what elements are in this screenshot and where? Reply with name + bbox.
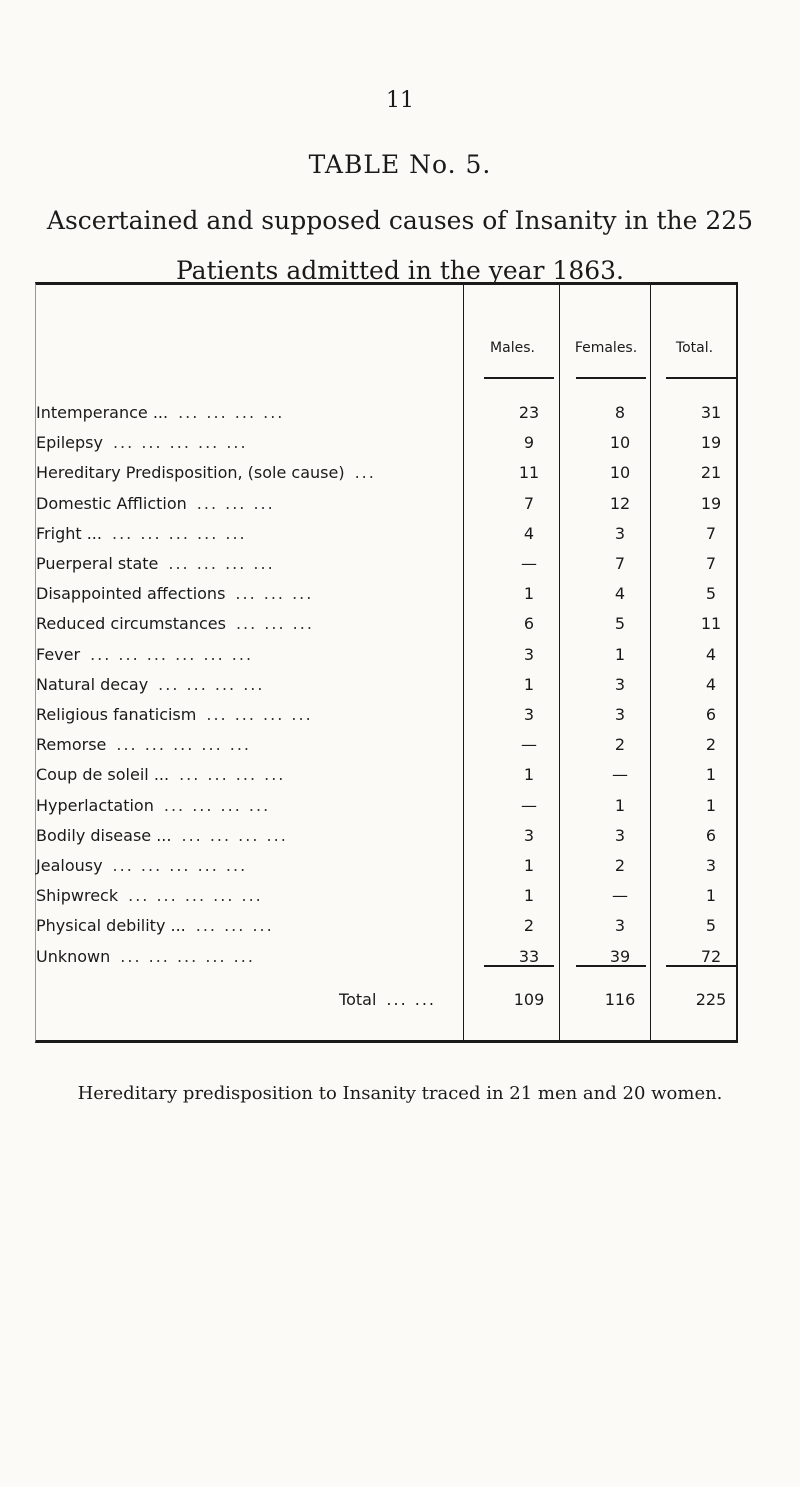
females-value: 3 bbox=[614, 674, 626, 694]
cause-label: Shipwreck ... ... ... ... ... bbox=[36, 886, 263, 906]
total-value: 4 bbox=[705, 644, 717, 664]
males-value: 1 bbox=[523, 886, 535, 906]
males-value: 3 bbox=[523, 644, 535, 664]
cause-label: Disappointed affections ... ... ... bbox=[36, 584, 314, 604]
total-value: 1 bbox=[705, 765, 717, 785]
females-value: 12 bbox=[609, 493, 631, 513]
cause-label: Intemperance ... ... ... ... ... bbox=[36, 403, 285, 422]
males-value: 1 bbox=[523, 856, 535, 875]
total-females: 116 bbox=[604, 990, 636, 1009]
females-value: — bbox=[612, 886, 628, 906]
cause-label: Reduced circumstances ... ... ... bbox=[36, 614, 314, 634]
females-value: 5 bbox=[614, 614, 626, 634]
page-number: 11 bbox=[386, 88, 414, 113]
females-value: 3 bbox=[614, 916, 626, 936]
total-value: 21 bbox=[700, 463, 722, 483]
header-males: Males. bbox=[490, 340, 535, 356]
total-value: 2 bbox=[705, 735, 717, 755]
females-value: 10 bbox=[609, 463, 631, 483]
females-value: 2 bbox=[614, 856, 626, 875]
females-value: 2 bbox=[614, 735, 626, 755]
cause-label: Fever ... ... ... ... ... ... bbox=[36, 644, 254, 664]
males-value: 3 bbox=[523, 825, 535, 845]
total-label: Total ... ... bbox=[339, 990, 436, 1009]
total-value: 6 bbox=[705, 825, 717, 845]
males-value: 7 bbox=[523, 493, 535, 513]
total-value: 11 bbox=[700, 614, 722, 634]
cause-label: Unknown ... ... ... ... ... bbox=[36, 946, 255, 966]
females-value: 1 bbox=[614, 644, 626, 664]
header-rule-males bbox=[484, 377, 554, 379]
females-value: 39 bbox=[609, 946, 631, 966]
cause-label: Physical debility ... ... ... ... bbox=[36, 916, 274, 936]
table-subtitle bbox=[0, 196, 800, 296]
cause-label: Jealousy ... ... ... ... ... bbox=[36, 856, 248, 875]
females-value: 3 bbox=[614, 523, 626, 543]
header-total: Total. bbox=[675, 340, 714, 356]
females-value: — bbox=[612, 765, 628, 785]
females-value: 7 bbox=[614, 554, 626, 573]
total-value: 3 bbox=[705, 856, 717, 875]
males-value: 2 bbox=[523, 916, 535, 936]
males-value: 4 bbox=[523, 523, 535, 543]
males-value: 3 bbox=[523, 705, 535, 724]
total-value: 5 bbox=[705, 584, 717, 604]
total-value: 19 bbox=[700, 493, 722, 513]
cause-label: Remorse ... ... ... ... ... bbox=[36, 735, 252, 755]
cause-label: Puerperal state ... ... ... ... bbox=[36, 554, 275, 573]
males-value: 6 bbox=[523, 614, 535, 634]
causes-table bbox=[35, 282, 738, 1043]
cause-label: Domestic Affliction ... ... ... bbox=[36, 493, 275, 513]
total-males: 109 bbox=[513, 990, 545, 1009]
males-value: 23 bbox=[518, 403, 540, 422]
females-value: 8 bbox=[614, 403, 626, 422]
cause-label: Fright ... ... ... ... ... ... bbox=[36, 523, 247, 543]
total-rule-males bbox=[484, 965, 554, 967]
footnote: Hereditary predisposition to Insanity traced in 21 men and 20 women. bbox=[77, 1083, 723, 1104]
females-value: 3 bbox=[614, 825, 626, 845]
males-value: 1 bbox=[523, 674, 535, 694]
females-value: 3 bbox=[614, 705, 626, 724]
cause-label: Coup de soleil ... ... ... ... ... bbox=[36, 765, 286, 785]
cause-label: Natural decay ... ... ... ... bbox=[36, 674, 265, 694]
total-value: 6 bbox=[705, 705, 717, 724]
males-value: — bbox=[521, 735, 537, 755]
males-value: 9 bbox=[523, 433, 535, 453]
subtitle-line-2: Patients admitted in the year 1863. bbox=[175, 256, 625, 285]
total-rule-total bbox=[666, 965, 736, 967]
table-title: TABLE No. 5. bbox=[308, 150, 492, 179]
males-value: 33 bbox=[518, 946, 540, 966]
total-value: 7 bbox=[705, 554, 717, 573]
header-females: Females. bbox=[574, 340, 638, 356]
subtitle-line-1: Ascertained and supposed causes of Insanity in the 225 bbox=[46, 206, 754, 235]
header-rule-females bbox=[576, 377, 646, 379]
females-value: 1 bbox=[614, 795, 626, 815]
total-value: 1 bbox=[705, 886, 717, 906]
total-row bbox=[36, 990, 736, 1026]
total-total: 225 bbox=[695, 990, 727, 1009]
males-value: 1 bbox=[523, 765, 535, 785]
males-value: 11 bbox=[518, 463, 540, 483]
total-value: 7 bbox=[705, 523, 717, 543]
total-value: 31 bbox=[700, 403, 722, 422]
total-value: 4 bbox=[705, 674, 717, 694]
cause-label: Hyperlactation ... ... ... ... bbox=[36, 795, 271, 815]
males-value: — bbox=[521, 554, 537, 573]
total-value: 72 bbox=[700, 946, 722, 966]
total-value: 5 bbox=[705, 916, 717, 936]
females-value: 10 bbox=[609, 433, 631, 453]
total-value: 1 bbox=[705, 795, 717, 815]
cause-label: Religious fanaticism ... ... ... ... bbox=[36, 705, 313, 724]
cause-label: Epilepsy ... ... ... ... ... bbox=[36, 433, 248, 453]
females-value: 4 bbox=[614, 584, 626, 604]
header-rule-total bbox=[666, 377, 736, 379]
males-value: 1 bbox=[523, 584, 535, 604]
cause-label: Hereditary Predisposition, (sole cause) ... bbox=[36, 463, 376, 483]
cause-label: Bodily disease ... ... ... ... ... bbox=[36, 825, 288, 845]
total-rule-females bbox=[576, 965, 646, 967]
males-value: — bbox=[521, 795, 537, 815]
total-value: 19 bbox=[700, 433, 722, 453]
